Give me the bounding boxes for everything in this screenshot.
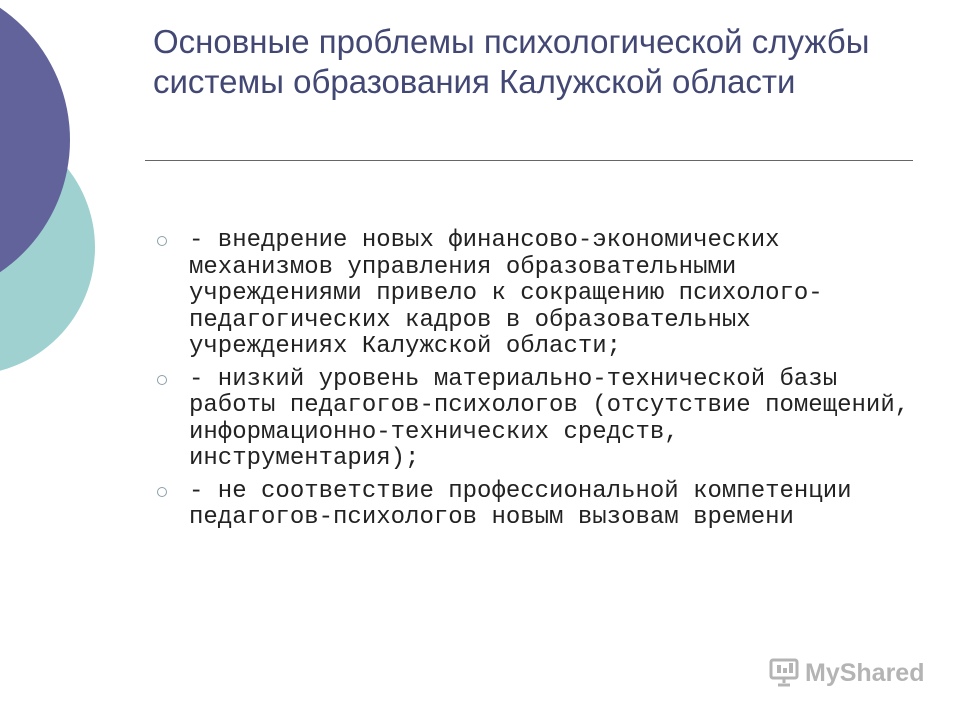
bullet-item [153, 228, 913, 361]
title-divider [145, 160, 913, 161]
bullet-text: - низкий уровень материально-технической базы работы педагогов-психологов (отсутствие помещений, информационно-технических средств, инструментария); [189, 365, 910, 472]
bullet-item [153, 367, 913, 473]
bullet-text: - внедрение новых финансово-экономических механизмов управления образовательными учреждениями привело к сокращению психолого-педагогических кадров в образовательных учреждениях Калужской области; [189, 227, 823, 360]
hollow-circle-bullet-icon [157, 375, 167, 385]
hollow-circle-bullet-icon [157, 487, 167, 497]
watermark-text: MyShared [805, 658, 925, 687]
watermark [768, 655, 924, 691]
slide-title: Основные проблемы психологической службы системы образования Калужской области [153, 23, 870, 100]
hollow-circle-bullet-icon [157, 236, 167, 246]
bullet-list [153, 228, 913, 538]
bullet-item [153, 479, 913, 532]
bullet-text: - не соответствие профессиональной компетенции педагогов-психологов новым вызовам времени [189, 477, 852, 531]
presentation-board-icon [768, 658, 800, 688]
